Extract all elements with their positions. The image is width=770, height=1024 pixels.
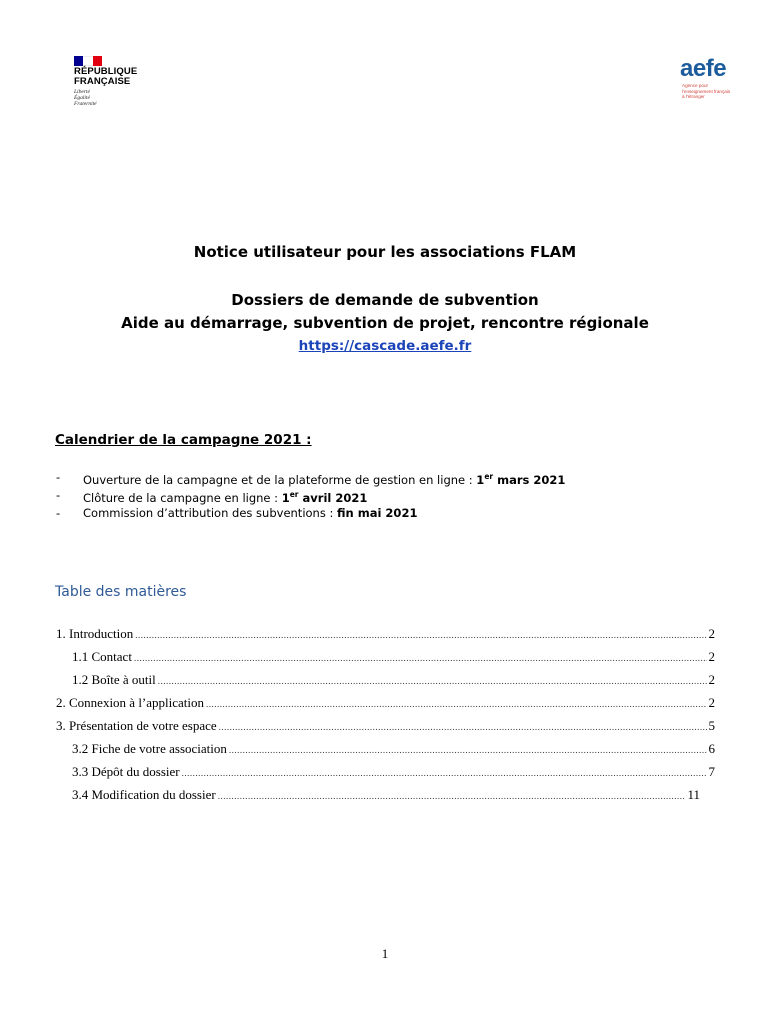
page-number: 1 [381, 946, 389, 961]
toc-entry-connexion[interactable]: 2. Connexion à l’application ..... 2 [56, 691, 715, 714]
toc-entry-modification-dossier[interactable]: 3.4 Modification du dossier ..... 11 [56, 783, 715, 806]
cascade-link-line [0, 338, 770, 354]
french-flag-icon [74, 56, 102, 66]
toc-entry-fiche-association[interactable]: 3.2 Fiche de votre association ..... 6 [56, 737, 715, 760]
toc-entry-depot-dossier[interactable]: 3.3 Dépôt du dossier ..... 7 [56, 760, 715, 783]
toc-entry-introduction[interactable]: 1. Introduction ..... 2 [56, 622, 715, 645]
rf-logo-motto: Liberté Égalité Fraternité [74, 89, 97, 107]
document-subtitle: Dossiers de demande de subvention [231, 291, 539, 309]
aefe-logo: aefe Agence pour l'enseignement français à l'étranger [680, 55, 731, 99]
cascade-link[interactable]: https://cascade.aefe.fr [298, 338, 472, 354]
toc-entry-contact[interactable]: 1.1 Contact ..... 2 [56, 645, 715, 668]
document-subtitle-2: Aide au démarrage, subvention de projet, rencontre régionale [121, 314, 649, 332]
toc-heading: Table des matières [55, 584, 187, 600]
table-of-contents [56, 622, 715, 806]
republique-francaise-logo [74, 56, 154, 116]
calendar-heading: Calendrier de la campagne 2021 : [55, 432, 312, 448]
document-title: Notice utilisateur pour les associations FLAM [193, 243, 577, 261]
toc-entry-boite-a-outil[interactable]: 1.2 Boîte à outil ..... 2 [56, 668, 715, 691]
toc-entry-presentation[interactable]: 3. Présentation de votre espace ..... 5 [56, 714, 715, 737]
rf-logo-title: RÉPUBLIQUE FRANÇAISE [74, 66, 138, 87]
